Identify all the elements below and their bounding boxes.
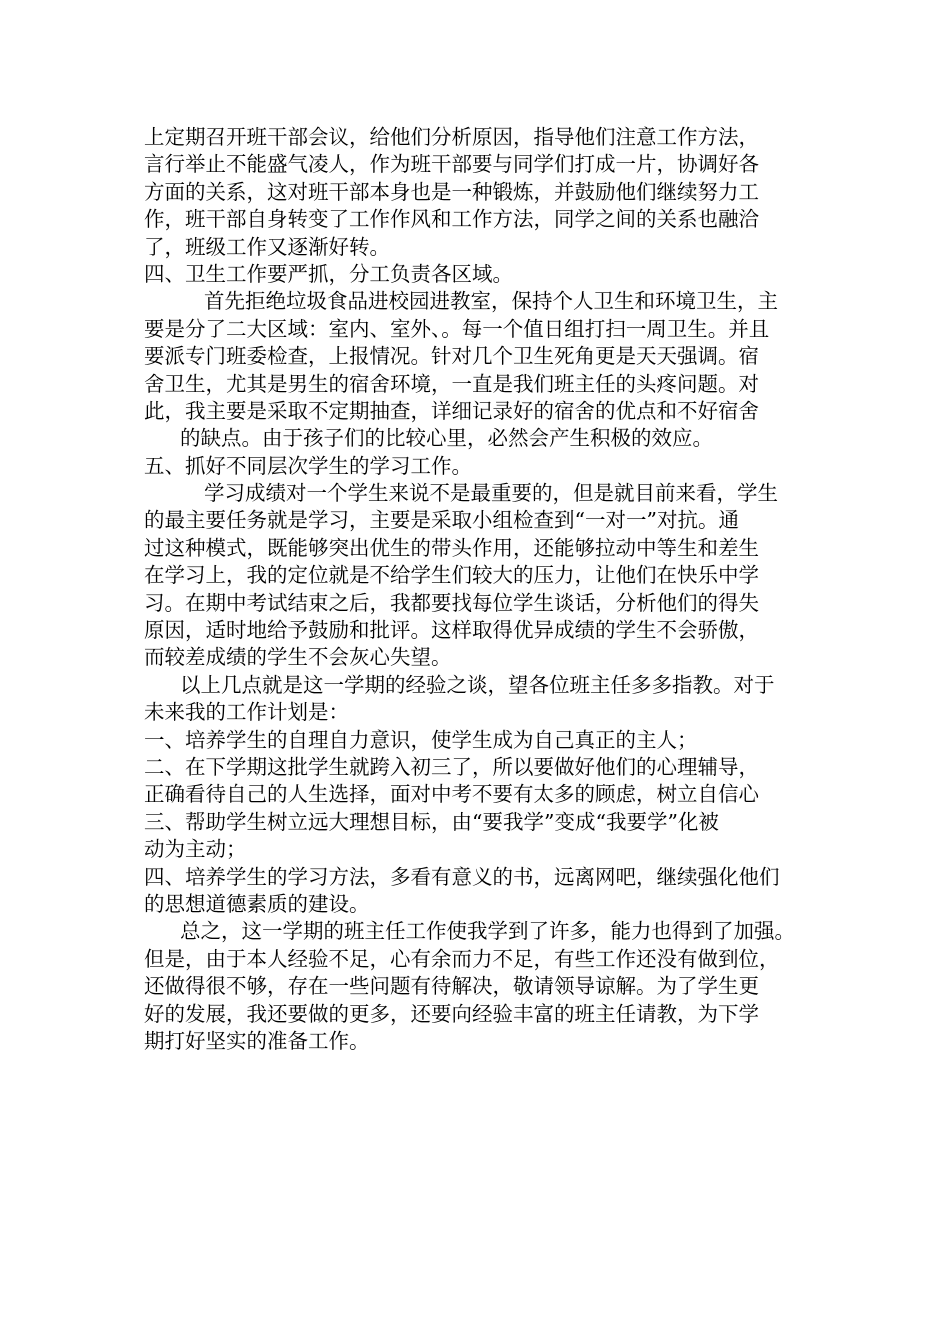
- text-line: 习。在期中考试结束之后，我都要找每位学生谈话，分析他们的得失: [144, 590, 759, 615]
- text-line: 此，我主要是采取不定期抽查，详细记录好的宿舍的优点和不好宿舍: [144, 398, 759, 423]
- text-line: 期打好坚实的准备工作。: [144, 1028, 370, 1053]
- text-line: 了，班级工作又逐渐好转。: [144, 234, 390, 259]
- text-line: 还做得很不够，存在一些问题有待解决，敬请领导谅解。为了学生更: [144, 974, 759, 999]
- text-line: 动为主动；: [144, 837, 247, 862]
- text-line: 二、在下学期这批学生就跨入初三了，所以要做好他们的心理辅导，: [144, 754, 759, 779]
- text-line: 五、抓好不同层次学生的学习工作。: [144, 453, 472, 478]
- text-line: 以上几点就是这一学期的经验之谈，望各位班主任多多指教。对于: [180, 672, 775, 697]
- text-line: 好的发展，我还要做的更多，还要向经验丰富的班主任请教，为下学: [144, 1001, 759, 1026]
- text-line: 的最主要任务就是学习，主要是采取小组检查到“一对一”对抗。通: [144, 508, 739, 533]
- text-line: 首先拒绝垃圾食品进校园进教室，保持个人卫生和环境卫生，主: [204, 289, 778, 314]
- text-line: 学习成绩对一个学生来说不是最重要的，但是就目前来看，学生: [204, 481, 778, 506]
- text-line: 而较差成绩的学生不会灰心失望。: [144, 645, 452, 670]
- text-line: 在学习上，我的定位就是不给学生们较大的压力，让他们在快乐中学: [144, 563, 759, 588]
- text-line: 四、卫生工作要严抓，分工负责各区域。: [144, 261, 513, 286]
- text-line: 的思想道德素质的建设。: [144, 891, 370, 916]
- text-line: 三、帮助学生树立远大理想目标，由“要我学”变成“我要学”化被: [144, 809, 719, 834]
- text-line: 舍卫生，尤其是男生的宿舍环境，一直是我们班主任的头疼问题。对: [144, 371, 759, 396]
- text-line: 言行举止不能盛气凌人，作为班干部要与同学们打成一片，协调好各: [144, 152, 759, 177]
- text-line: 过这种模式，既能够突出优生的带头作用，还能够拉动中等生和差生: [144, 535, 759, 560]
- text-line: 要是分了二大区域：室内、室外、。每一个值日组打扫一周卫生。并且: [144, 316, 770, 341]
- text-line: 方面的关系，这对班干部本身也是一种锻炼，并鼓励他们继续努力工: [144, 179, 759, 204]
- text-line: 正确看待自己的人生选择，面对中考不要有太多的顾虑，树立自信心: [144, 782, 759, 807]
- document-body: [144, 124, 844, 1055]
- text-line: 四、培养学生的学习方法，多看有意义的书，远离网吧，继续强化他们: [144, 864, 780, 889]
- text-line: 原因，适时地给予鼓励和批评。这样取得优异成绩的学生不会骄傲，: [144, 618, 759, 643]
- text-line: 作，班干部自身转变了工作作风和工作方法，同学之间的关系也融洽: [144, 207, 759, 232]
- text-line: 总之，这一学期的班主任工作使我学到了许多，能力也得到了加强。: [180, 919, 795, 944]
- text-line: 的缺点。由于孩子们的比较心里，必然会产生积极的效应。: [180, 426, 713, 451]
- text-line: 一、培养学生的自理自力意识，使学生成为自己真正的主人；: [144, 727, 698, 752]
- text-line: 未来我的工作计划是：: [144, 700, 349, 725]
- text-line: 要派专门班委检查，上报情况。针对几个卫生死角更是天天强调。宿: [144, 344, 759, 369]
- text-line: 上定期召开班干部会议，给他们分析原因，指导他们注意工作方法，: [144, 125, 759, 149]
- text-line: 但是，由于本人经验不足，心有余而力不足，有些工作还没有做到位，: [144, 946, 780, 971]
